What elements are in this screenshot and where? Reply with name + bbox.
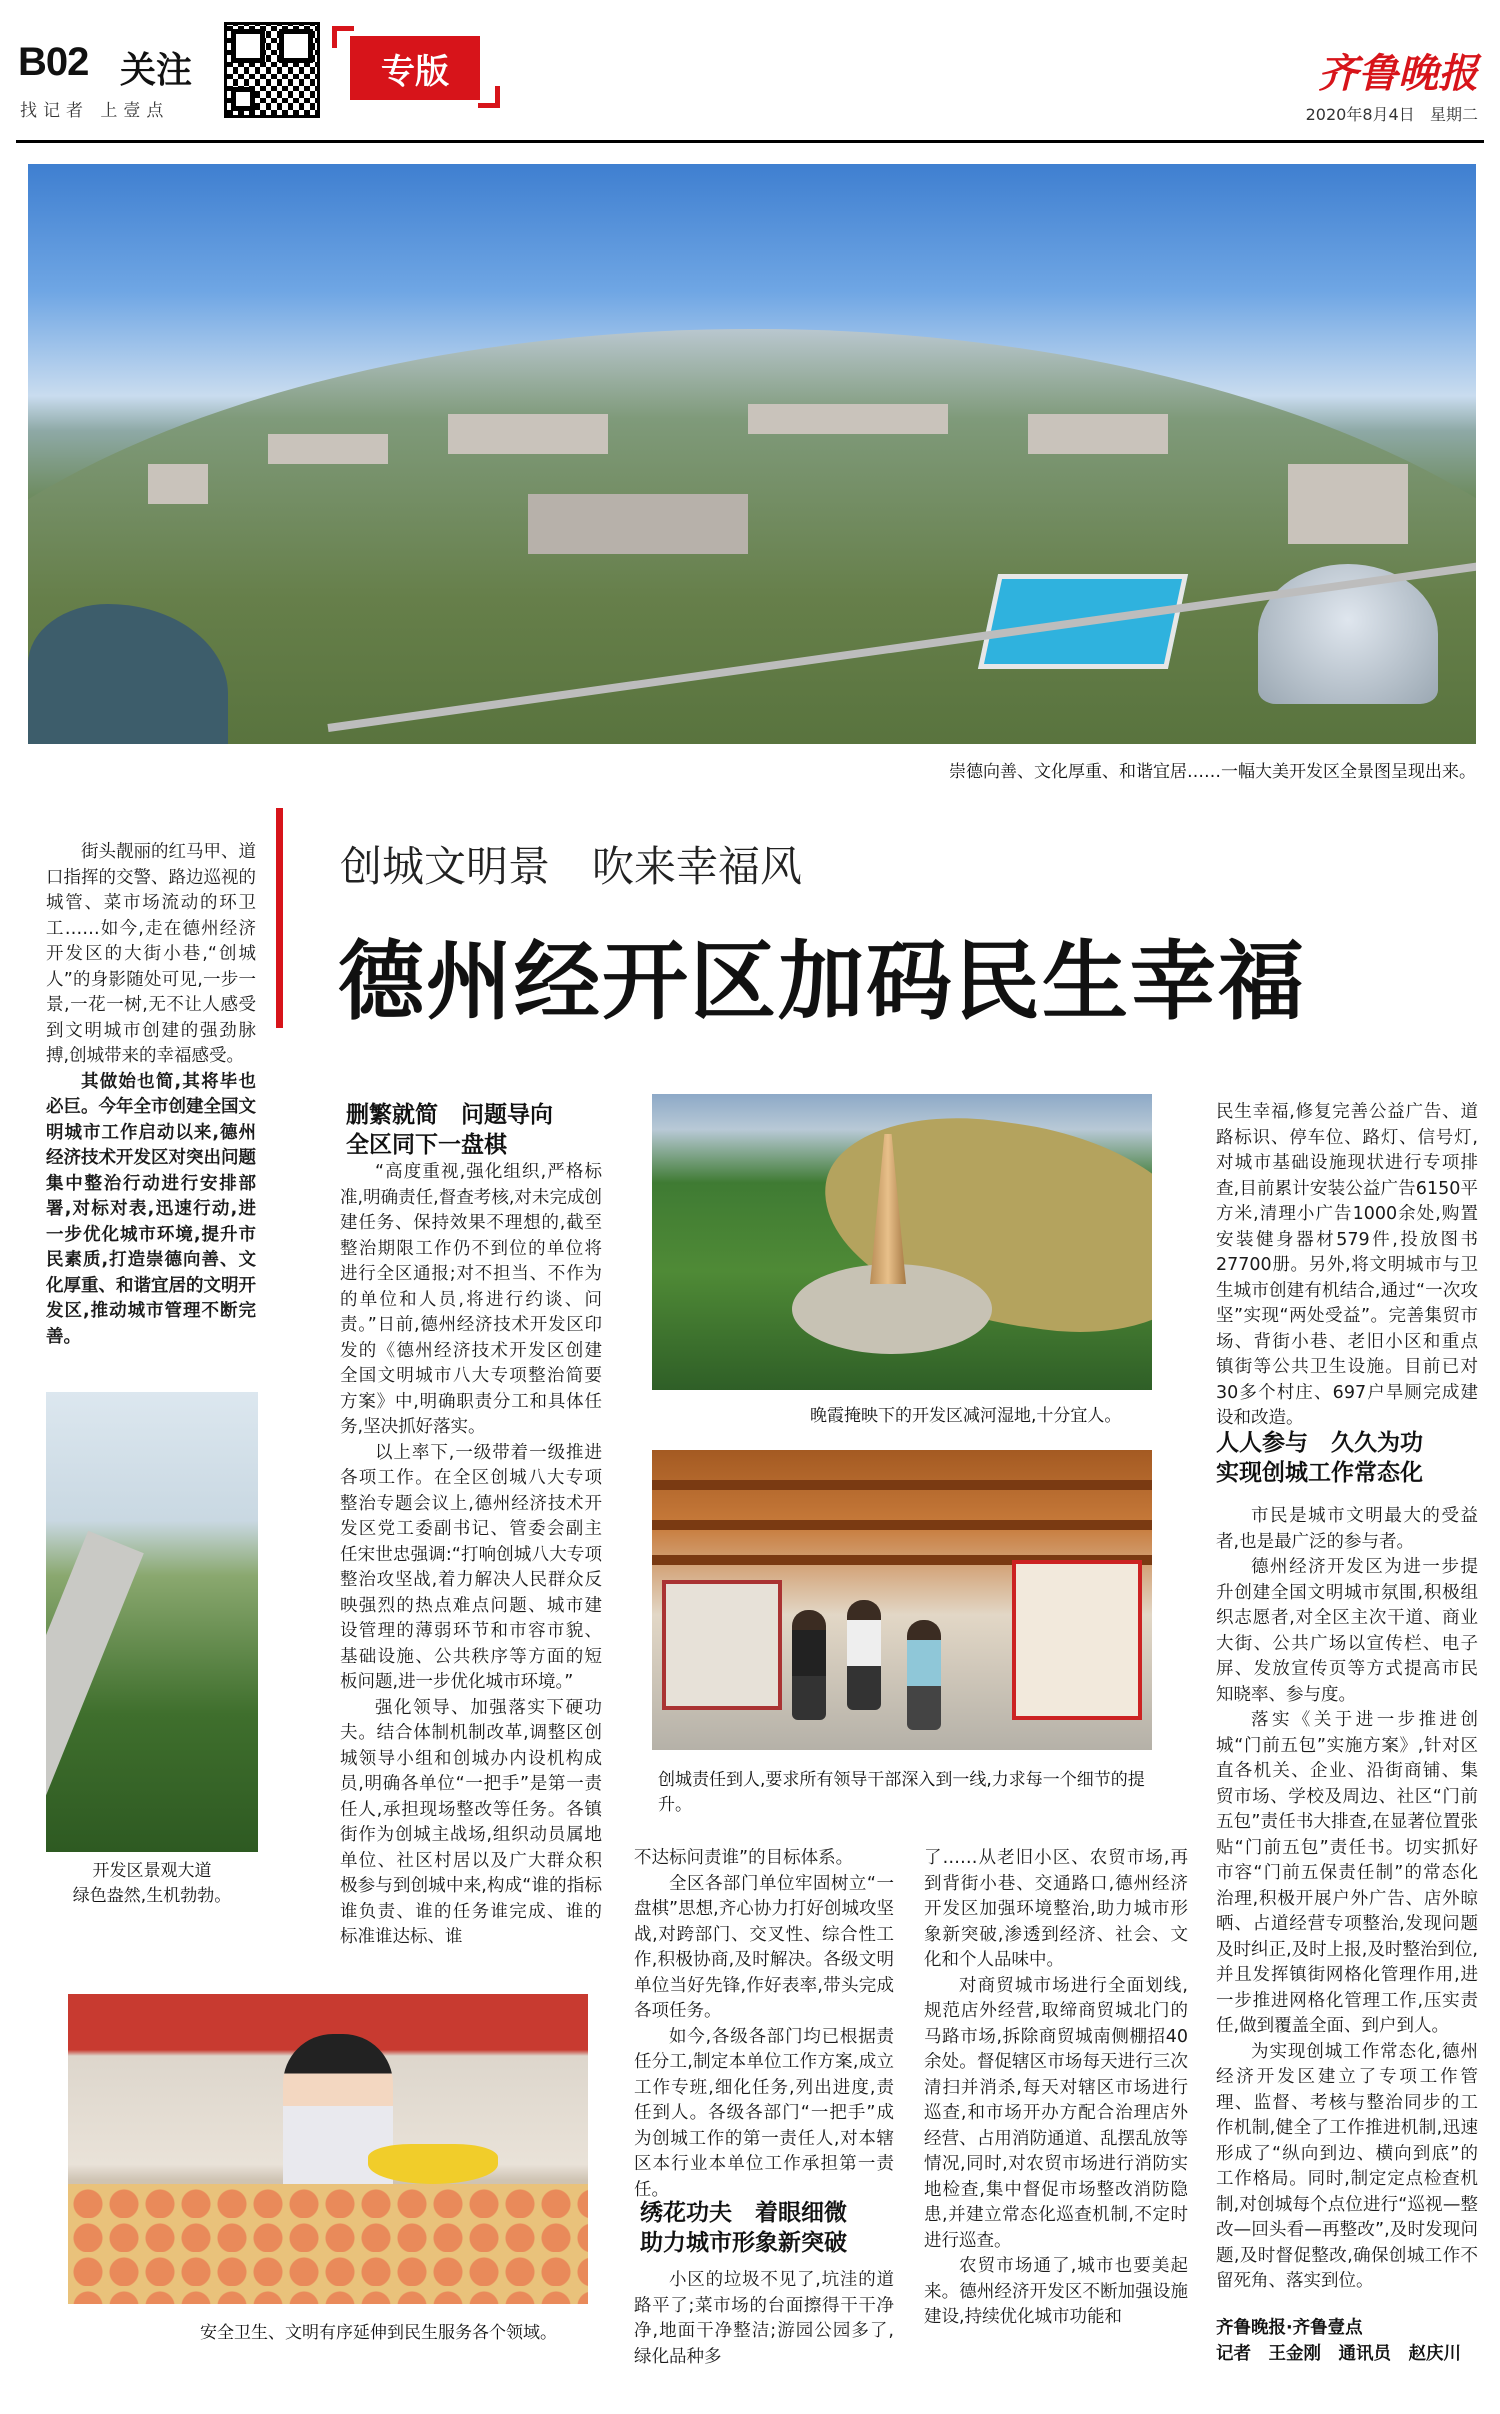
body-paragraph: 市民是城市文明最大的受益者,也是最广泛的参与者。 (1216, 1506, 1478, 1552)
article-headline: 德州经开区加码民生幸福 (338, 932, 1306, 1032)
header-rule (16, 140, 1484, 143)
hero-aerial-photo (28, 164, 1476, 744)
body-paragraph: 对商贸城市场进行全面划线,规范店外经营,取缔商贸城北门的马路市场,拆除商贸城南侧棚招40余处。督促辖区市场每天进行三次清扫并消杀,每天对辖区市场进行巡查,和市场开办方配合治理店外经营、占用消防通道、乱摆乱放等情况,同时,对农贸市场进行消防实地检查,集中督促市场整改消防隐患,并建立常态化巡查机制,不定时进行巡查。 (924, 1975, 1188, 2251)
body-paragraph: 不达标问责谁”的目标体系。 (634, 1848, 854, 1868)
market-photo (68, 1994, 588, 2304)
corridor-photo-caption: 创城责任到人,要求所有领导干部深入到一线,力求每一个细节的提升。 (658, 1770, 1145, 1815)
section-title: 删繁就简 问题导向 全区同下一盘棋 (346, 1102, 553, 1158)
article-column-3-tail (634, 2268, 894, 2370)
section-name: 关注 (120, 50, 193, 91)
accent-bar (276, 808, 283, 1028)
body-paragraph: 落实《关于进一步推进创城“门前五包”实施方案》,针对区直各机关、企业、沿街商铺、集贸市场、学校及周边、社区“门前五包”责任书大排查,在显著位置张贴“门前五包”责任书。切实抓好市容“门前五保责任制”的常态化治理,积极开展户外广告、店外晾晒、占道经营专项整治,发现问题及时纠正,及时上报,及时整治到位,并且发挥镇街网格化管理作用,进一步推进网格化管理工作,压实责任,做到覆盖全面、到户到人。 (1216, 1710, 1478, 2036)
wetland-photo-caption: 晚霞掩映下的开发区减河湿地,十分宜人。 (810, 1406, 1122, 1426)
wetland-tower-photo (652, 1094, 1152, 1390)
body-paragraph: “高度重视,强化组织,严格标准,明确责任,督查考核,对未完成创建任务、保持效果不理想的,截至整治期限工作仍不到位的单位将进行全区通报;对不担当、不作为的单位和人员,将进行约谈、问责。”日前,德州经济技术开发区印发的《德州经济技术开发区创建全国文明城市八大专项整治简要方案》中,明确职责分工和具体任务,坚决抓好落实。 (340, 1162, 602, 1437)
body-paragraph: 以上率下,一级带着一级推进各项工作。在全区创城八大专项整治专题会议上,德州经济技术开发区党工委副书记、管委会副主任宋世忠强调:“打响创城八大专项整治攻坚战,着力解决人民群众反映强烈的热点难点问题、城市建设管理的薄弱环节和市容市貌、基础设施、公共秩序等方面的短板问题,进一步优化城市环境。” (340, 1442, 602, 1692)
article-column-4 (924, 1846, 1188, 2331)
market-photo-caption: 安全卫生、文明有序延伸到民生服务各个领域。 (200, 2323, 557, 2343)
hero-caption: 崇德向善、文化厚重、和谐宜居……一幅大美开发区全景图呈现出来。 (949, 762, 1476, 782)
body-paragraph: 农贸市场通了,城市也要美起来。德州经济开发区不断加强设施建设,持续优化城市功能和 (924, 2256, 1188, 2327)
lead-paragraph: 其做始也简,其将毕也必巨。今年全市创建全国文明城市工作启动以来,德州经济技术开发区对突出问题集中整治行动进行安排部署,对标对表,迅速行动,进一步优化城市环境,提升市民素质,打造崇德向善、文化厚重、和谐宜居的文明开发区,推动城市管理不断完善。 (46, 1071, 256, 1347)
article-column-2 (340, 1160, 602, 1951)
article-lead (46, 840, 256, 1350)
road-photo-caption: 开发区景观大道 绿色盎然,生机勃勃。 (72, 1861, 232, 1906)
reporter-line: 找记者 上壹点 (20, 101, 170, 121)
dateline (1306, 102, 1478, 125)
article-column-5 (1216, 1100, 1478, 1432)
tag-frame-right (478, 86, 500, 108)
section-title: 绣花功夫 着眼细微 助力城市形象新突破 (640, 2200, 847, 2256)
body-paragraph: 民生幸福,修复完善公益广告、道路标识、停车位、路灯、信号灯,对城市基础设施现状进行专项排查,目前累计安装公益广告6150平方米,清理小广告1000余处,购置安装健身器材579件,投放图书27700册。另外,将文明城市与卫生城市创建有机结合,通过“一次攻坚”实现“两处受益”。完善集贸市场、背街小巷、老旧小区和重点镇街等公共卫生设施。目前已对30多个村庄、697户旱厕完成建设和改造。 (1216, 1102, 1478, 1428)
newspaper-masthead: 齐鲁晚报 (1318, 50, 1478, 97)
qr-code-icon[interactable] (224, 22, 320, 118)
page-number: B02 (18, 40, 89, 84)
section-title: 人人参与 久久为功 实现创城工作常态化 (1216, 1430, 1423, 1486)
corridor-photo (652, 1450, 1152, 1750)
article-subhead: 创城文明景 吹来幸福风 (340, 842, 803, 891)
issue-date: 2020年8月4日 (1305, 105, 1415, 124)
issue-weekday: 星期二 (1429, 105, 1478, 124)
byline: 齐鲁晚报·齐鲁壹点 记者 王金刚 通讯员 赵庆川 (1216, 2318, 1461, 2364)
body-paragraph: 德州经济开发区为进一步提升创建全国文明城市氛围,积极组织志愿者,对全区主次干道、商业大街、公共广场以宣传栏、电子屏、发放宣传页等方式提高市民知晓率、参与度。 (1216, 1557, 1478, 1705)
body-paragraph: 强化领导、加强落实下硬功夫。结合体制机制改革,调整区创城领导小组和创城办内设机构成员,明确各单位“一把手”是第一责任人,承担现场整改等任务。各镇街作为创城主战场,组织动员属地单位、社区村居以及广大群众积极参与到创城中来,构成“谁的指标谁负责、谁的任务谁完成、谁的标准谁达标、谁 (340, 1697, 602, 1947)
body-paragraph: 如今,各级各部门均已根据责任分工,制定本单位工作方案,成立工作专班,细化任务,列出进度,责任到人。各级各部门“一把手”成为创城工作的第一责任人,对本辖区本行业本单位工作承担第一责任。 (634, 2026, 894, 2200)
article-column-5b (1216, 1504, 1478, 2295)
article-column-3 (634, 1846, 894, 2203)
body-paragraph: 全区各部门单位牢固树立“一盘棋”思想,齐心协力打好创城攻坚战,对跨部门、交叉性、综合性工作,积极协商,及时解决。各级文明单位当好先锋,作好表率,带头完成各项任务。 (634, 1873, 894, 2021)
body-paragraph: 了……从老旧小区、农贸市场,再到背街小巷、交通路口,德州经济开发区加强环境整治,助力城市形象新突破,渗透到经济、社会、文化和个人品味中。 (924, 1848, 1188, 1970)
body-paragraph: 小区的垃圾不见了,坑洼的道路平了;菜市场的台面擦得干干净净,地面干净整洁;游园公园多了,绿化品种多 (634, 2270, 894, 2367)
lead-paragraph: 街头靓丽的红马甲、道口指挥的交警、路边巡视的城管、菜市场流动的环卫工……如今,走在德州经济开发区的大街小巷,“创城人”的身影随处可见,一步一景,一花一树,无不让人感受到文明城市创建的强劲脉搏,创城带来的幸福感受。 (46, 842, 256, 1066)
road-photo (46, 1392, 258, 1852)
special-edition-tag: 专版 (350, 36, 480, 100)
body-paragraph: 为实现创城工作常态化,德州经济开发区建立了专项工作管理、监督、考核与整治同步的工作机制,健全了工作推进机制,迅速形成了“纵向到边、横向到底”的工作格局。同时,制定定点检查机制,对创城每个点位进行“巡视—整改—回头看—再整改”,及时发现问题,及时督促整改,确保创城工作不留死角、落实到位。 (1216, 2041, 1478, 2291)
